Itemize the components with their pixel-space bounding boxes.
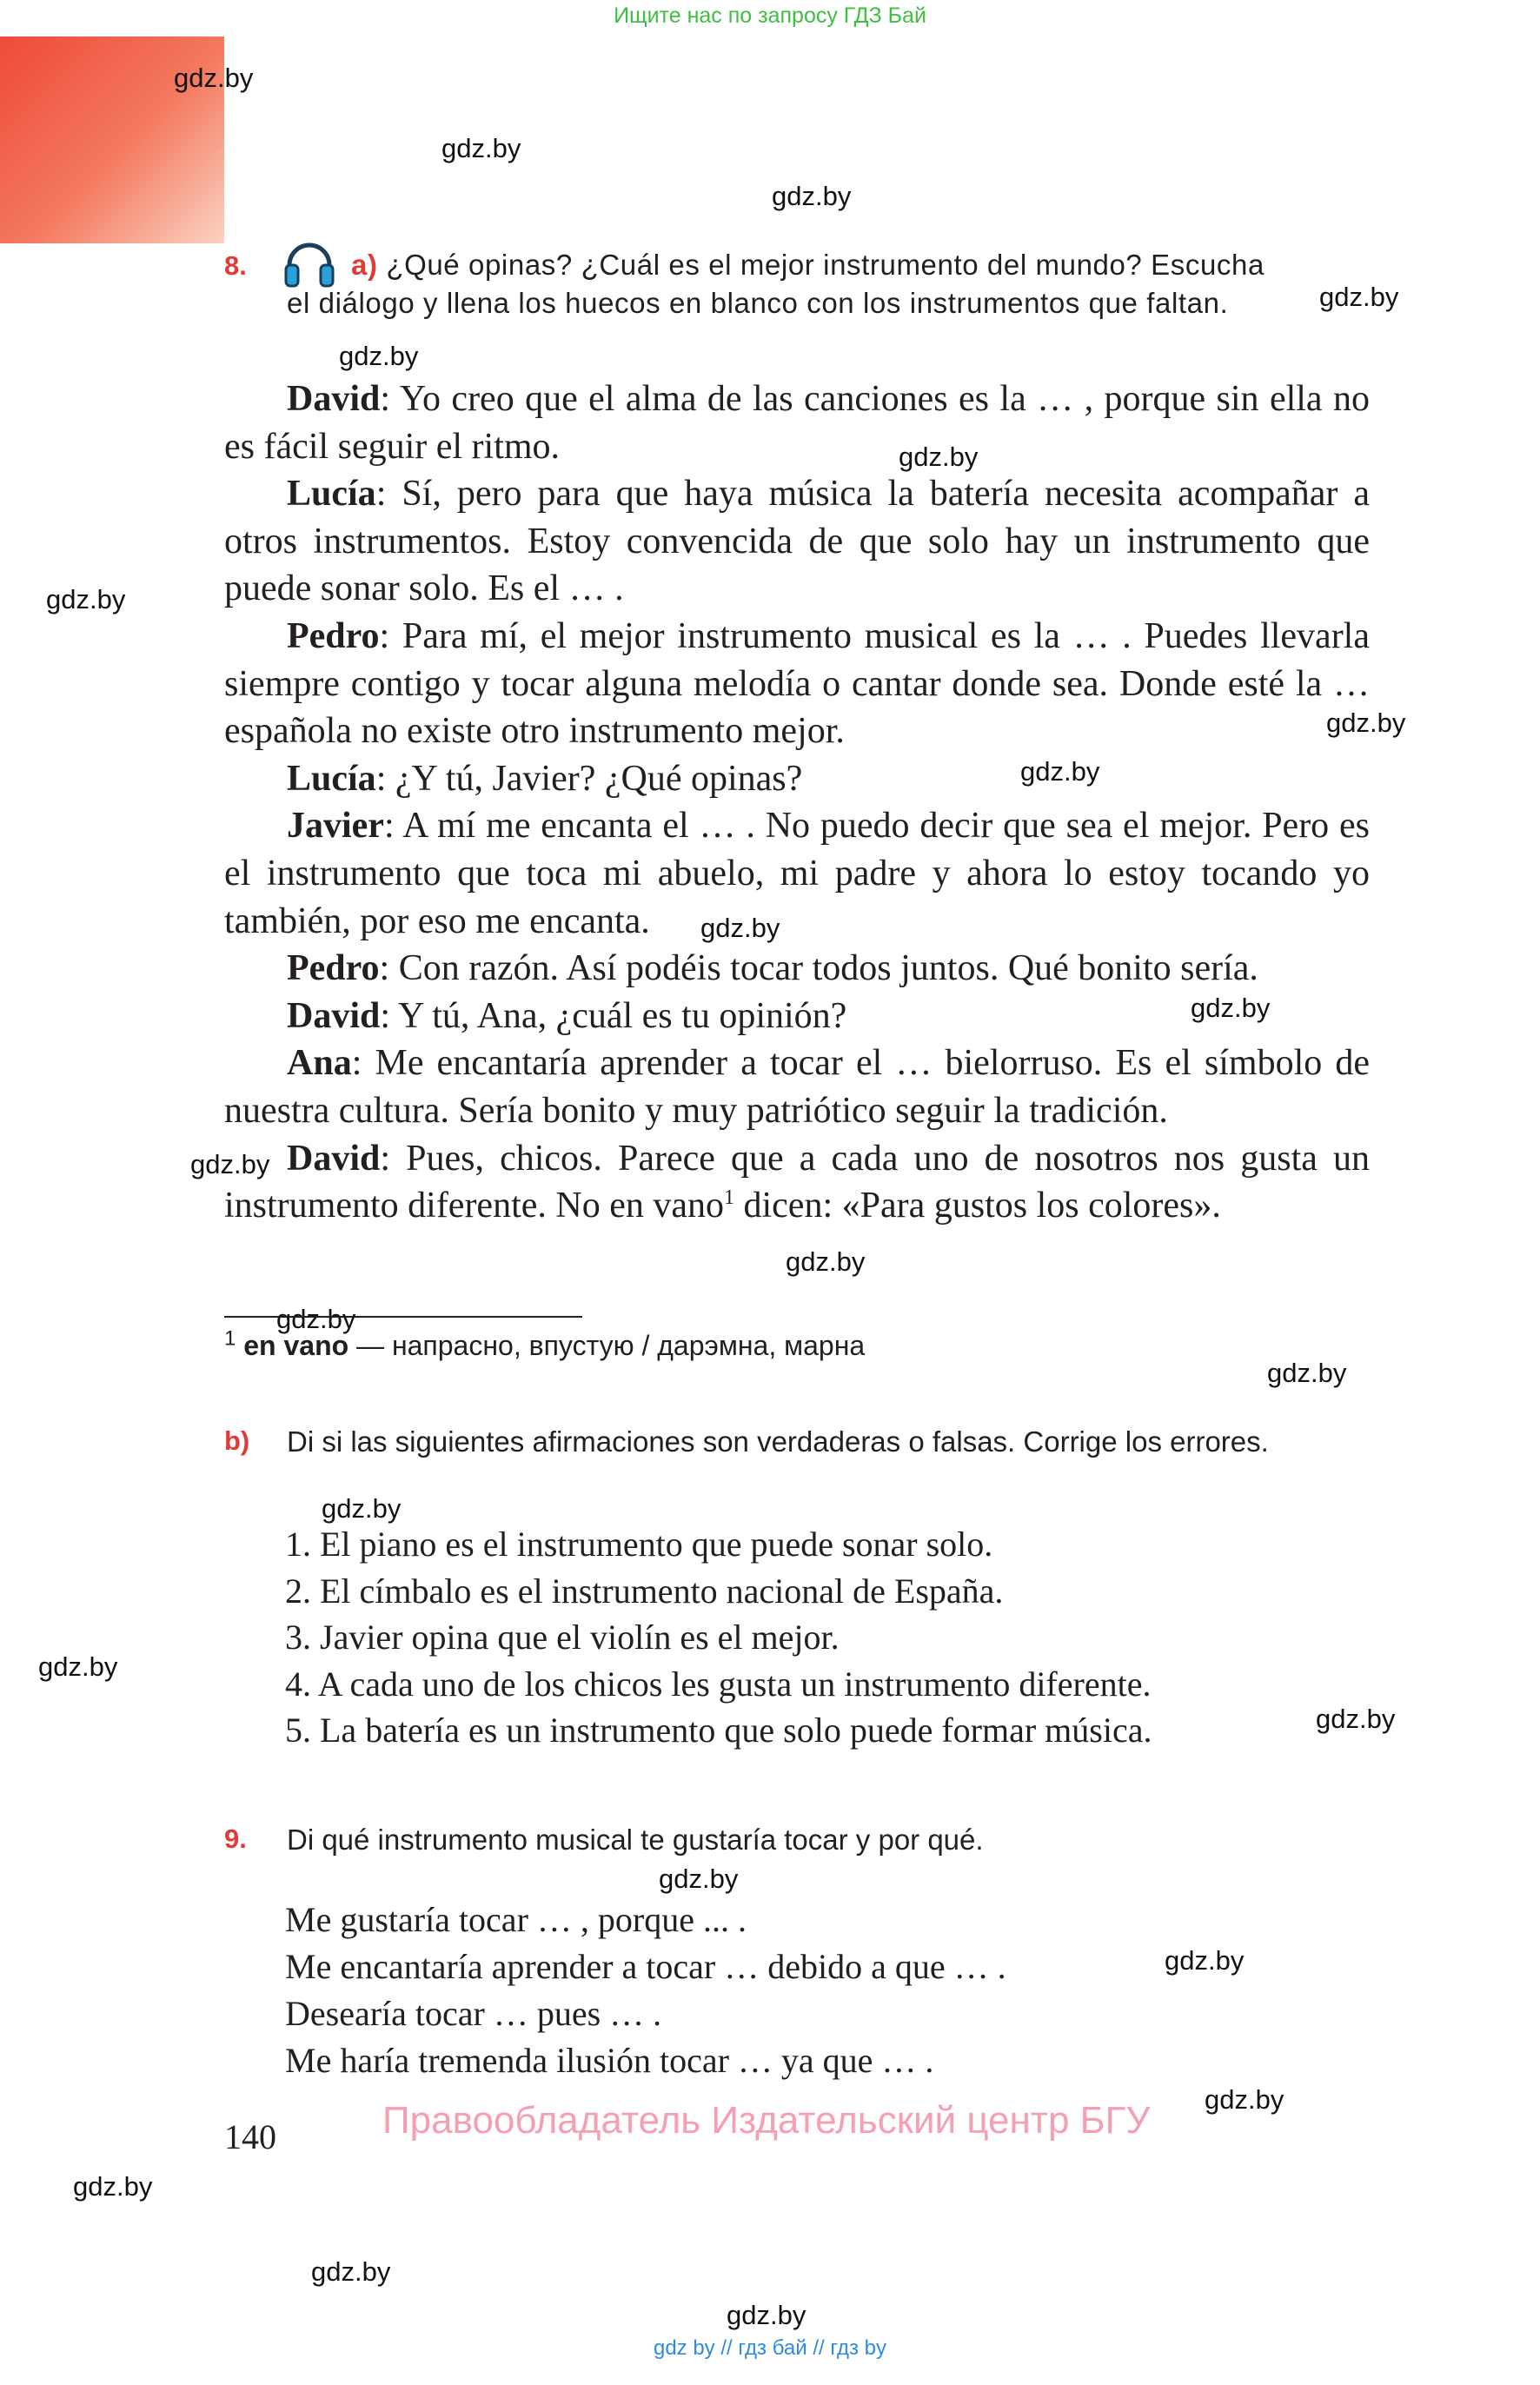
line-text: : ¿Y tú, Javier? ¿Qué opinas?	[375, 758, 803, 799]
page-number: 140	[224, 2117, 276, 2156]
part-a-label: a)	[351, 249, 378, 281]
watermark: gdz.by	[1205, 2084, 1284, 2115]
footnote-mark: 1	[224, 1326, 236, 1351]
speaker: Pedro	[287, 615, 380, 656]
phrases-list	[285, 1897, 1006, 2084]
statement: 4. A cada uno de los chicos les gusta un instrumento diferente.	[285, 1664, 1152, 1704]
watermark: gdz.by	[1267, 1358, 1347, 1388]
speaker: Ana	[287, 1043, 352, 1084]
watermark: gdz.by	[276, 1304, 356, 1334]
phrase: Me encantaría aprender a tocar … debido a que … .	[285, 1947, 1006, 1986]
line-text: : Pues, chicos. Parece que a cada uno de nosotros nos gusta un instrumento diferente. No en vano	[224, 1138, 1370, 1226]
phrase: Desearía tocar … pues … .	[285, 1994, 662, 2033]
part-b-instruction: Di si las siguientes afirmaciones son verdaderas o falsas. Corrige los errores.	[287, 1425, 1269, 1458]
watermark: gdz.by	[1326, 708, 1406, 738]
statements-list	[285, 1521, 1152, 1754]
dialog-line	[224, 375, 1370, 470]
phrase: Me gustaría tocar … , porque ... .	[285, 1900, 747, 1939]
watermark: gdz.by	[311, 2256, 391, 2287]
statement: 5. La batería es un instrumento que solo puede formar música.	[285, 1711, 1152, 1750]
dialog-line	[224, 945, 1370, 993]
footnote-text: — напрасно, впустую / дарэмна, марна	[348, 1330, 866, 1361]
dialog-line	[224, 993, 1370, 1040]
statement: 3. Javier opina que el violín es el mejor.	[285, 1618, 840, 1657]
part-b-label: b)	[224, 1425, 250, 1456]
watermark: gdz.by	[1191, 993, 1271, 1023]
speaker: Lucía	[287, 474, 376, 515]
exercise-9-number: 9.	[224, 1824, 247, 1854]
top-banner: Ищите нас по запросу ГДЗ Бай	[614, 3, 926, 28]
line-text: : Con razón. Así podéis tocar todos juntos. Qué bonito sería.	[379, 948, 1258, 989]
watermark: gdz.by	[1165, 1945, 1245, 1976]
speaker: David	[287, 379, 381, 419]
speaker: David	[287, 995, 381, 1036]
line-text: : Yo creo que el alma de las canciones es la … , porque sin ella no es fácil seguir el ritmo.	[224, 379, 1370, 467]
watermark: gdz.by	[786, 1246, 866, 1277]
exercise-9-instruction: Di qué instrumento musical te gustaría tocar y por qué.	[287, 1824, 984, 1856]
watermark: gdz.by	[174, 63, 254, 93]
instruction-text: ¿Qué opinas? ¿Cuál es el mejor instrumento del mundo? Escucha	[386, 249, 1265, 281]
statement: 1. El piano es el instrumento que puede sonar solo.	[285, 1525, 993, 1564]
watermark: gdz.by	[322, 1493, 402, 1524]
line-text: dicen: «Para gustos los colores».	[734, 1186, 1221, 1226]
footnote-term: en vano	[243, 1330, 349, 1361]
watermark: gdz.by	[73, 2171, 153, 2202]
watermark: gdz.by	[1316, 1704, 1396, 1734]
watermark: gdz.by	[339, 341, 419, 371]
headphones-icon	[282, 239, 336, 289]
dialog-line	[224, 470, 1370, 613]
exercise-8-number: 8.	[224, 250, 247, 281]
watermark: gdz.by	[659, 1863, 739, 1894]
speaker: Lucía	[287, 758, 376, 799]
watermark: gdz.by	[1020, 756, 1100, 787]
line-text: : Me encantaría aprender a tocar el … bielorruso. Es el símbolo de nuestra cultura. Sería bonito y muy patriótico seguir la tradición.	[224, 1043, 1370, 1131]
speaker: Pedro	[287, 948, 380, 989]
exercise-8a-instruction-line2: el diálogo y llena los huecos en blanco con los instrumentos que faltan.	[287, 287, 1229, 319]
watermark: gdz.by	[190, 1149, 270, 1179]
watermark: gdz.by	[441, 133, 521, 163]
speaker: David	[287, 1138, 381, 1179]
bottom-banner: gdz by // гдз бай // гдз by	[653, 2336, 887, 2360]
watermark: gdz.by	[1319, 282, 1399, 312]
dialog-line	[224, 1135, 1370, 1230]
watermark: gdz.by	[727, 2300, 807, 2330]
phrase: Me haría tremenda ilusión tocar … ya que … .	[285, 2041, 934, 2080]
dialog-line	[224, 802, 1370, 945]
statement: 2. El címbalo es el instrumento nacional de España.	[285, 1571, 1004, 1611]
watermark: gdz.by	[700, 913, 780, 943]
watermark: gdz.by	[38, 1651, 118, 1682]
footnote-divider	[224, 1316, 582, 1318]
watermark: gdz.by	[772, 181, 852, 211]
watermark: gdz.by	[46, 584, 126, 615]
exercise-8a-instruction-line1	[351, 249, 1265, 282]
dialog-line	[224, 755, 1370, 803]
dialog-line	[224, 1040, 1370, 1134]
watermark: gdz.by	[899, 442, 979, 472]
line-text: : Para mí, el mejor instrumento musical es la … . Puedes llevarla siempre contigo y tocar alguna melodía o cantar donde sea. Donde esté la … española no existe otro instrumento mejor.	[224, 615, 1370, 752]
speaker: Javier	[287, 806, 384, 847]
footnote-ref: 1	[724, 1186, 734, 1210]
footnote	[224, 1326, 866, 1362]
copyright-notice: Правообладатель Издательский центр БГУ	[382, 2099, 1151, 2142]
line-text: : Sí, pero para que haya música la batería necesita acompañar a otros instrumentos. Estoy convencida de que solo hay un instrumento que puede sonar solo. Es el … .	[224, 474, 1370, 609]
dialog-line	[224, 613, 1370, 755]
line-text: : Y tú, Ana, ¿cuál es tu opinión?	[380, 995, 847, 1036]
dialog	[224, 375, 1370, 1230]
line-text: : A mí me encanta el … . No puedo decir que sea el mejor. Pero es el instrumento que toca mi abuelo, mi padre y ahora lo estoy tocando yo también, por eso me encanta.	[224, 806, 1370, 941]
